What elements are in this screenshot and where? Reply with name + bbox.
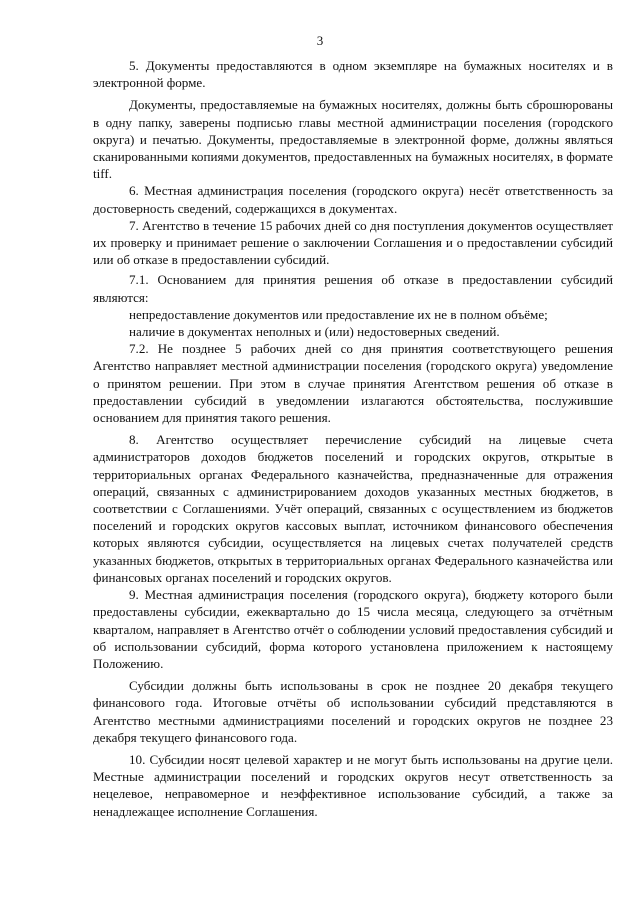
paragraph-7-2: 7.2. Не позднее 5 рабочих дней со дня принятия соответствующего решения Агентство направляет местной администрации поселения (городского округа) уведомление о принятом решении. При этом в случае принятия Агентством решения об отказе в предоставлении субсидий в уведомлении излагаются обстоятельства, послужившие основанием для принятия такого решения. [93, 341, 613, 426]
paragraph-5-paper-docs: Документы, предоставляемые на бумажных носителях, должны быть сброшюрованы в одну папку, заверены подписью главы местной администрации поселения (городского округа) и печатью. Документы, предоставляемые в электронной форме, должны являться сканированными копиями документов, предоставленных на бумажных носителях, в формате tiff. [93, 97, 613, 182]
paragraph-7-1-reason-2: наличие в документах неполных и (или) недостоверных сведений. [129, 324, 500, 340]
paragraph-9-deadline: Субсидии должны быть использованы в срок не позднее 20 декабря текущего финансового года. Итоговые отчёты об использовании субсидий представляются в Агентство местными администрациями поселений и городских округов не позднее 23 декабря текущего финансового года. [93, 678, 613, 745]
document-body [93, 57, 613, 820]
paragraph-7-1: 7.1. Основанием для принятия решения об отказе в предоставлении субсидий являются: [93, 272, 613, 305]
paragraph-10: 10. Субсидии носят целевой характер и не могут быть использованы на другие цели. Местные администрации поселений и городских округов несут ответственность за нецелевое, неправомерное и неэффективное использование субсидий, а также за ненадлежащее исполнение Соглашения. [93, 751, 613, 819]
page-number: 3 [316, 33, 324, 48]
paragraph-7: 7. Агентство в течение 15 рабочих дней со дня поступления документов осуществляет их проверку и принимает решение о заключении Соглашения и о предоставлении субсидий или об отказе в предоставлении субсидий. [93, 217, 613, 268]
paragraph-5: 5. Документы предоставляются в одном экземпляре на бумажных носителях и в электронной форме. [93, 58, 613, 91]
paragraph-7-1-reason-1: непредоставление документов или предоставление их не в полном объёме; [129, 306, 548, 322]
paragraph-6: 6. Местная администрация поселения (городского округа) несёт ответственность за достоверность сведений, содержащихся в документах. [93, 183, 613, 216]
paragraph-9: 9. Местная администрация поселения (городского округа), бюджету которого были предоставлены субсидии, ежеквартально до 15 числа месяца, следующего за отчётным кварталом, направляет в Агентство отчёт о соблюдении условий предоставления субсидий и об использовании субсидий, форма которого установлена приложением к настоящему Положению. [93, 587, 613, 671]
paragraph-8: 8. Агентство осуществляет перечисление субсидий на лицевые счета администраторов доходов бюджетов поселений и городских округов, открытые в территориальных органах Федерального казначейства, предназначенные для отражения операций, связанных с администрированием доходов указанных местных бюджетов, в соответствии с Соглашениями. Учёт операций, связанных с осуществлением из бюджетов поселений и городских округов кассовых выплат, источником финансового обеспечения которых являются субсидии, осуществляется на лицевых счетах получателей средств указанных бюджетов, открытых в территориальных органах Федерального казначейства или финансовых органах поселений и городских округов. [93, 432, 613, 585]
